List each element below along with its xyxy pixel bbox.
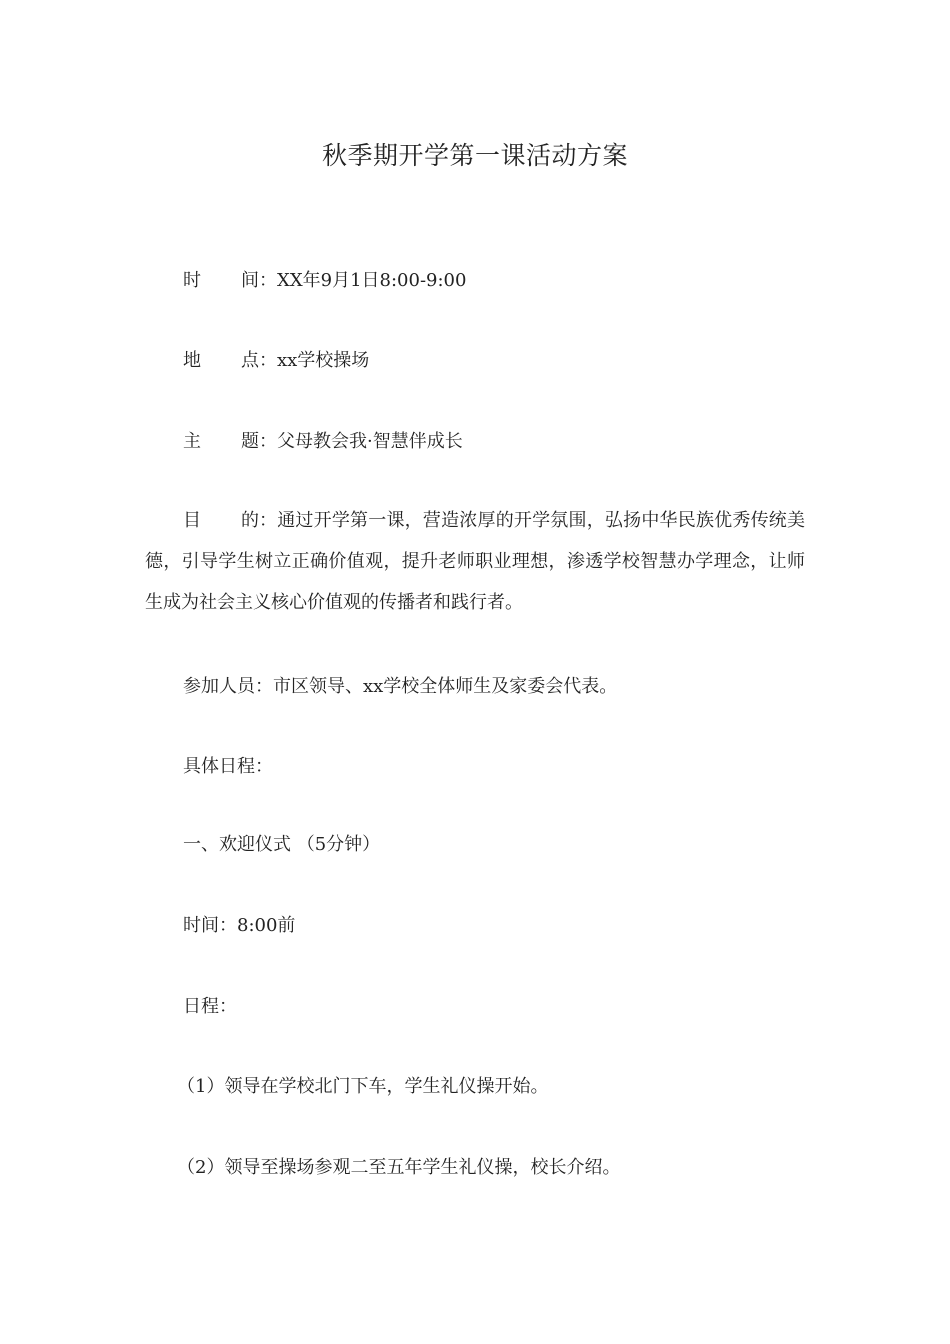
field-theme-label-a: 主 xyxy=(183,431,201,452)
field-time xyxy=(183,266,466,292)
field-place-label xyxy=(183,346,277,372)
field-place-label-b: 点： xyxy=(241,350,277,371)
field-place xyxy=(183,346,369,372)
purpose-paragraph xyxy=(145,500,805,623)
field-theme xyxy=(183,427,463,453)
field-time-label-a: 时 xyxy=(183,270,201,291)
field-place-value: xx学校操场 xyxy=(277,350,370,371)
purpose-value: 通过开学第一课，营造浓厚的开学氛围，弘扬中华民族优秀传统美德，引导学生树立正确价值观，提升老师职业理想，渗透学校智慧办学理念，让师生成为社会主义核心价值观的传播者和践行者。 xyxy=(145,510,805,613)
agenda-label: 日程： xyxy=(183,996,237,1017)
field-time-label-b: 间： xyxy=(241,270,277,291)
field-theme-label-b: 题： xyxy=(241,431,277,452)
section-heading: 一、欢迎仪式 （5分钟） xyxy=(183,834,381,855)
document-title: 秋季期开学第一课活动方案 xyxy=(321,141,628,170)
section-time: 时间：8:00前 xyxy=(183,915,296,936)
purpose-label xyxy=(183,500,277,541)
purpose-label-a: 目 xyxy=(183,510,201,531)
agenda-item: （2）领导至操场参观二至五年学生礼仪操，校长介绍。 xyxy=(177,1157,621,1178)
field-theme-label xyxy=(183,427,277,453)
field-time-label xyxy=(183,266,277,292)
agenda-item: （1）领导在学校北门下车，学生礼仪操开始。 xyxy=(177,1076,549,1097)
participants-line: 参加人员：市区领导、xx学校全体师生及家委会代表。 xyxy=(183,676,618,697)
field-theme-value: 父母教会我·智慧伴成长 xyxy=(277,431,463,452)
field-time-value: XX年9月1日8:00-9:00 xyxy=(277,270,467,291)
field-place-label-a: 地 xyxy=(183,350,201,371)
purpose-label-b: 的： xyxy=(241,510,277,531)
schedule-heading: 具体日程： xyxy=(183,756,273,777)
